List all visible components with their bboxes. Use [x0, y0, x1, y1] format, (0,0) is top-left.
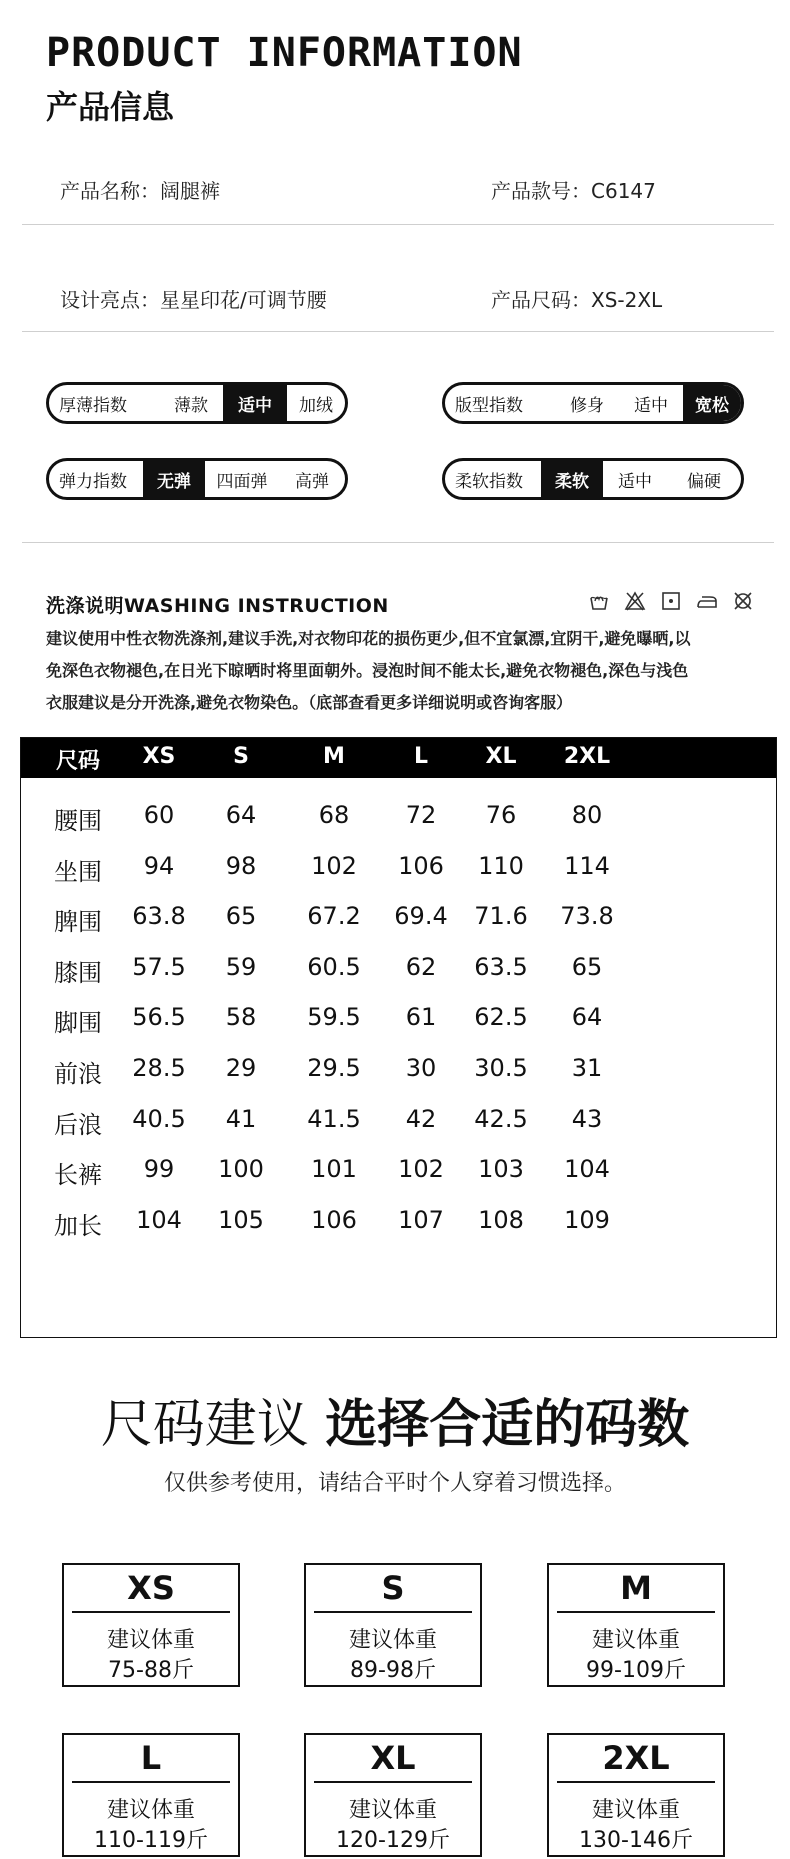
elasticity-index-label: 弹力指数: [59, 471, 127, 492]
size-header: M: [323, 744, 345, 769]
measure-value: 104: [564, 1155, 610, 1184]
size-card-divider: [72, 1781, 230, 1783]
design-highlight: 设计亮点：星星印花/可调节腰: [60, 288, 327, 312]
page-title-cn: 产品信息: [46, 88, 175, 126]
measure-label: 脚围: [54, 1009, 102, 1038]
size-card-divider: [314, 1781, 472, 1783]
size-card-size: L: [140, 1739, 162, 1777]
measure-value: 29: [225, 1054, 257, 1082]
size-card-weight: 110-119斤: [94, 1828, 208, 1853]
elasticity-index: [46, 458, 348, 500]
softness-option: 偏硬: [687, 471, 721, 492]
measure-value: 67.2: [307, 902, 361, 931]
divider: [22, 542, 774, 543]
size-card-size: 2XL: [602, 1739, 670, 1777]
washing-line: 衣服建议是分开洗涤,避免衣物染色。（底部查看更多详细说明或咨询客服）: [46, 693, 573, 712]
measure-value: 64: [225, 801, 257, 829]
size-card-label: 建议体重: [591, 1628, 680, 1653]
size-header-label: 尺码: [55, 749, 101, 774]
size-table: [20, 737, 777, 1338]
size-card-label: 建议体重: [106, 1628, 195, 1653]
measure-value: 69.4: [394, 902, 448, 931]
fit-option: 适中: [634, 395, 668, 416]
size-card-weight: 75-88斤: [108, 1658, 194, 1683]
fit-option: 修身: [570, 395, 604, 416]
measure-value: 30.5: [474, 1054, 528, 1082]
measure-value: 106: [311, 1205, 357, 1234]
measure-label: 前浪: [54, 1060, 102, 1088]
no-bleach-icon: [624, 590, 646, 612]
divider: [22, 331, 774, 332]
measure-value: 42.5: [474, 1104, 528, 1133]
size-table-header: [21, 738, 776, 778]
softness-option: 适中: [618, 471, 652, 492]
washing-text: [46, 623, 756, 719]
no-dry-clean-icon: [732, 590, 754, 612]
softness-option: 柔软: [541, 461, 603, 497]
size-card-size: XL: [370, 1739, 416, 1777]
measure-value: 80: [571, 801, 603, 829]
size-card-divider: [314, 1611, 472, 1613]
measure-value: 106: [398, 851, 444, 880]
measure-value: 62.5: [474, 1003, 528, 1032]
measure-value: 65: [571, 952, 603, 981]
measure-value: 104: [136, 1205, 182, 1234]
size-header: 2XL: [563, 744, 611, 769]
size-header: S: [233, 744, 249, 769]
measure-value: 103: [478, 1155, 524, 1184]
measure-label: 膝围: [54, 958, 102, 987]
measure-value: 105: [218, 1205, 264, 1234]
measure-value: 114: [564, 851, 610, 880]
page-title-en: PRODUCT INFORMATION: [46, 30, 523, 76]
thickness-option: 薄款: [174, 395, 208, 416]
measure-value: 102: [311, 851, 357, 880]
size-card-weight: 89-98斤: [350, 1658, 436, 1683]
measure-value: 108: [478, 1205, 524, 1234]
size-header: XL: [485, 744, 517, 769]
suggestion-subtitle: 仅供参考使用，请结合平时个人穿着习惯选择。: [163, 1471, 626, 1496]
softness-index-label: 柔软指数: [455, 471, 523, 492]
product-code: 产品款号：C6147: [491, 179, 656, 203]
measure-value: 64: [571, 1003, 603, 1032]
measure-value: 61: [405, 1003, 437, 1032]
fit-option: 宽松: [683, 385, 741, 421]
size-card-label: 建议体重: [106, 1798, 195, 1823]
measure-value: 109: [564, 1205, 610, 1234]
measure-value: 100: [218, 1155, 264, 1184]
measure-value: 41.5: [307, 1104, 361, 1133]
size-card: [304, 1733, 482, 1857]
measure-label: 加长: [54, 1211, 102, 1240]
size-card-size: M: [620, 1569, 652, 1607]
measure-label: 长裤: [54, 1161, 102, 1190]
thickness-option: 适中: [223, 385, 287, 421]
suggestion-title: [0, 1382, 790, 1457]
measure-value: 43: [571, 1104, 603, 1133]
size-header: XS: [142, 744, 176, 769]
suggestion-title-light: 尺码建议: [100, 1395, 309, 1455]
size-card: [62, 1733, 240, 1857]
measure-value: 73.8: [560, 902, 614, 931]
size-card: [304, 1563, 482, 1687]
measure-value: 63.5: [474, 952, 528, 981]
size-card-label: 建议体重: [591, 1798, 680, 1823]
size-card: [547, 1563, 725, 1687]
size-card-weight: 120-129斤: [336, 1828, 450, 1853]
measure-value: 56.5: [132, 1003, 186, 1032]
measure-value: 62: [405, 952, 437, 981]
measure-value: 30: [405, 1054, 437, 1082]
measure-value: 68: [318, 801, 350, 829]
measure-value: 40.5: [132, 1104, 186, 1133]
measure-value: 60.5: [307, 952, 361, 981]
tumble-dry-icon: [660, 590, 682, 612]
measure-value: 94: [143, 851, 175, 880]
measure-value: 60: [143, 801, 175, 829]
measure-value: 42: [405, 1104, 437, 1133]
measure-value: 57.5: [132, 952, 186, 981]
product-size-range: 产品尺码：XS-2XL: [491, 288, 663, 312]
thickness-index-label: 厚薄指数: [59, 395, 127, 416]
measure-value: 76: [485, 801, 517, 829]
size-card: [62, 1563, 240, 1687]
measure-label: 腰围: [54, 807, 102, 835]
washing-title: 洗涤说明WASHING INSTRUCTION: [46, 595, 389, 617]
washing-line: 建议使用中性衣物洗涤剂,建议手洗,对衣物印花的损伤更少,但不宜氯漂,宜阴干,避免曝晒,以: [46, 629, 691, 648]
measure-value: 31: [571, 1054, 603, 1082]
measure-value: 65: [225, 902, 257, 931]
measure-value: 101: [311, 1155, 357, 1184]
size-card-weight: 99-109斤: [586, 1658, 686, 1683]
size-header: L: [413, 744, 429, 769]
elasticity-option: 无弹: [143, 461, 205, 497]
iron-icon: [696, 590, 718, 612]
measure-value: 99: [143, 1155, 175, 1184]
measure-value: 110: [478, 851, 524, 880]
measure-value: 41: [225, 1104, 257, 1133]
measure-value: 71.6: [474, 902, 528, 931]
divider: [22, 224, 774, 225]
softness-index: [442, 458, 744, 500]
elasticity-option: 四面弹: [216, 471, 268, 492]
thickness-option: 加绒: [299, 395, 333, 416]
size-card: [547, 1733, 725, 1857]
measure-label: 坐围: [54, 857, 102, 886]
size-card-divider: [557, 1611, 715, 1613]
measure-value: 63.8: [132, 902, 186, 931]
measure-value: 59: [225, 952, 257, 981]
measure-label: 后浪: [54, 1110, 102, 1139]
size-card-divider: [557, 1781, 715, 1783]
hand-wash-icon: [588, 590, 610, 612]
fit-index-label: 版型指数: [455, 395, 523, 416]
measure-value: 107: [398, 1205, 444, 1234]
washing-line: 免深色衣物褪色,在日光下晾晒时将里面朝外。浸泡时间不能太长,避免衣物褪色,深色与浅色: [46, 661, 689, 680]
thickness-index: [46, 382, 348, 424]
measure-value: 29.5: [307, 1054, 361, 1082]
suggestion-title-bold: 选择合适的码数: [325, 1395, 690, 1455]
measure-value: 28.5: [132, 1054, 186, 1082]
care-icons: [588, 590, 754, 612]
fit-index: [442, 382, 744, 424]
measure-label: 脾围: [54, 908, 102, 937]
measure-value: 59.5: [307, 1003, 361, 1032]
elasticity-option: 高弹: [295, 471, 329, 492]
product-name: 产品名称：阔腿裤: [60, 179, 220, 203]
size-card-divider: [72, 1611, 230, 1613]
measure-value: 72: [405, 801, 437, 829]
size-card-size: S: [381, 1569, 405, 1607]
size-card-weight: 130-146斤: [579, 1828, 693, 1853]
size-card-label: 建议体重: [348, 1798, 437, 1823]
measure-value: 98: [225, 851, 257, 880]
size-card-size: XS: [127, 1569, 175, 1607]
size-card-label: 建议体重: [348, 1628, 437, 1653]
measure-value: 58: [225, 1003, 257, 1032]
measure-value: 102: [398, 1155, 444, 1184]
